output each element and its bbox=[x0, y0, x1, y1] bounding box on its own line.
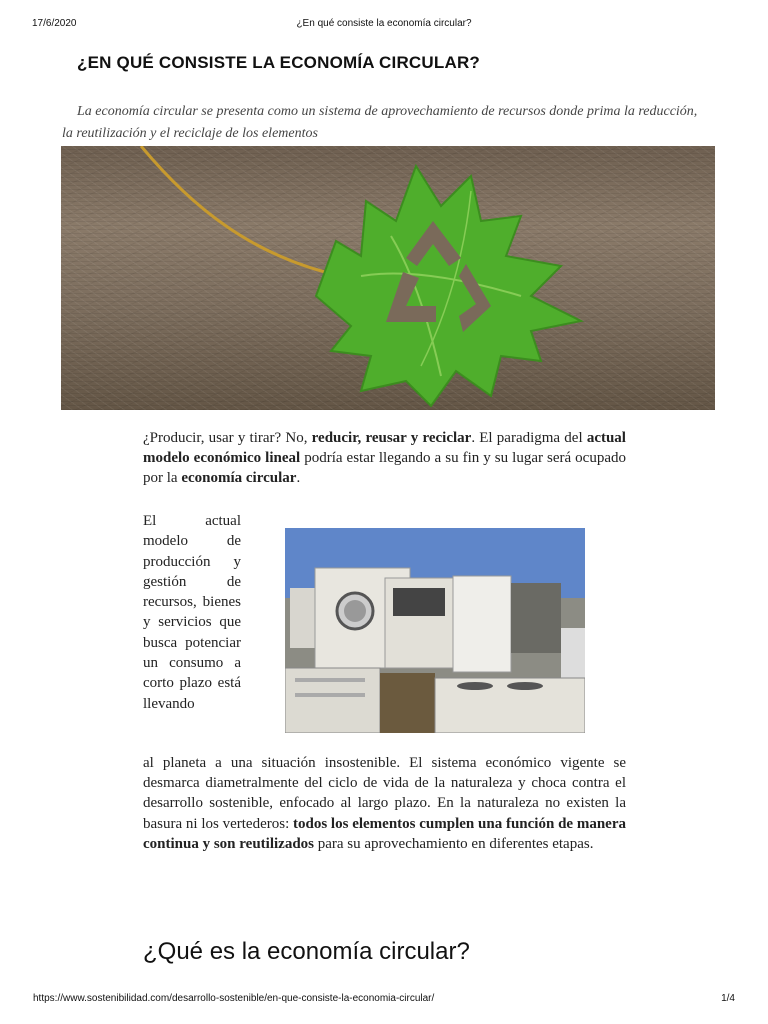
appliances-dump-image bbox=[285, 528, 585, 733]
print-page-title: ¿En qué consiste la economía circular? bbox=[296, 18, 472, 29]
article-subtitle: La economía circular se presenta como un sistema de aprovechamiento de recursos donde prima la reducción, la reutilización y el reciclaje de los elementos bbox=[62, 104, 698, 141]
paragraph-continuation: al planeta a una situación insostenible. El sistema económico vigente se desmarca diametralmente del ciclo de vida de la naturaleza y choca contra el desarrollo sostenible, enfocado al largo plazo. En la naturaleza no existen la basura ni los vertederos: todos los elementos cumplen una función de manera continua y son reutilizados para su aprovechamiento en diferentes etapas. bbox=[143, 755, 626, 852]
paragraph-wrapped-text: El actual modelo de producción y gestión de recursos, bienes y servicios que busca potenciar un consumo a corto plazo está llevando bbox=[143, 513, 241, 712]
intro-paragraph: ¿Producir, usar y tirar? No, reducir, reusar y reciclar. El paradigma del actual modelo económico lineal podría estar llegando a su fin y su lugar será ocupado por la economía circular. bbox=[143, 430, 626, 486]
page-number: 1/4 bbox=[721, 993, 735, 1004]
article-title: ¿EN QUÉ CONSISTE LA ECONOMÍA CIRCULAR? bbox=[77, 53, 481, 72]
section-heading: ¿Qué es la economía circular? bbox=[143, 938, 470, 965]
hero-image-recycle-leaf bbox=[61, 146, 715, 410]
print-date: 17/6/2020 bbox=[32, 18, 77, 29]
footer-url-link[interactable]: https://www.sostenibilidad.com/desarrollo-sostenible/en-que-consiste-la-economia-circular/ bbox=[33, 993, 435, 1004]
